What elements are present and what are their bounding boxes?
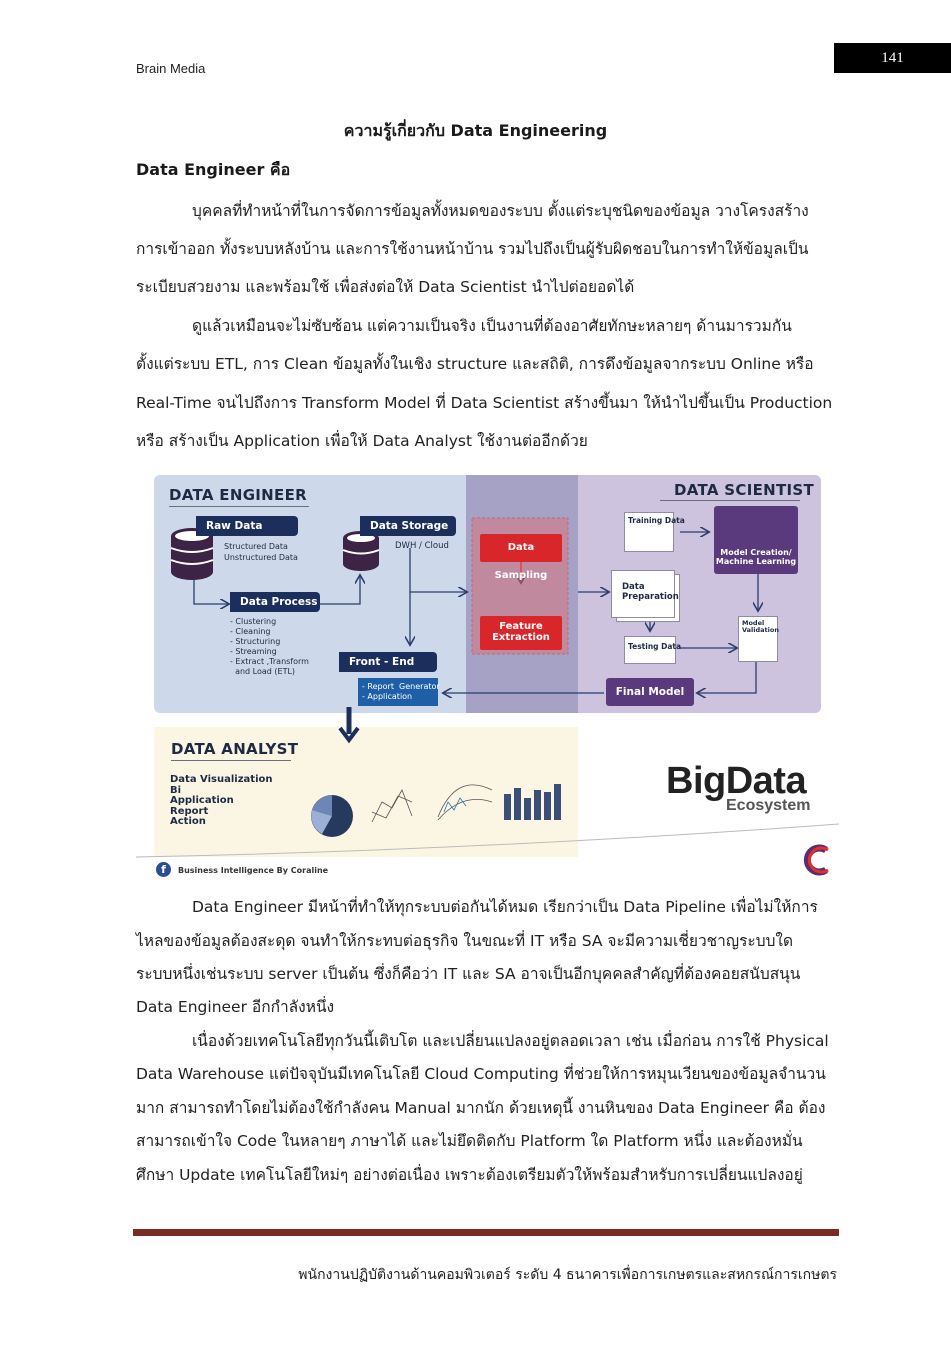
paragraph4-line: สามารถเข้าใจ Code ในหลายๆ ภาษาได้ และไม่ยึดติดกับ Platform ใด Platform หนึ่ง และต้องหมั่น — [136, 1132, 803, 1150]
paragraph1-line: การเข้าออก ทั้งระบบหลังบ้าน และการใช้งานหน้าบ้าน รวมไปถึงเป็นผู้รับผิดชอบในการทำให้ข้อมูลเป็น — [136, 240, 809, 258]
raw-data-type: Unstructured Data — [224, 553, 298, 562]
process-step: - Extract ,Transform — [230, 657, 309, 666]
storage-types: DWH / Cloud — [395, 541, 449, 551]
pie-chart-thumbnail — [311, 795, 353, 837]
analyst-items — [170, 775, 273, 828]
line-chart-thumbnail — [372, 790, 412, 822]
paragraph3-line: Data Engineer อีกกำลังหนึ่ง — [136, 998, 335, 1016]
bigdata-brand: BigData — [666, 760, 807, 802]
model-creation-box — [714, 506, 798, 574]
page-number: 141 — [834, 43, 951, 73]
bigdata-ecosystem-infographic — [136, 472, 839, 884]
data-preparation-line: Data — [622, 582, 645, 592]
paragraph2-line: ดูแล้วเหมือนจะไม่ซับซ้อน แต่ความเป็นจริง เป็นงานที่ต้องอาศัยทักษะหลายๆ ด้านมารวมกัน — [192, 317, 792, 335]
testing-data-label: Testing Data — [628, 642, 682, 651]
data-analyst-title: DATA ANALYST — [171, 740, 299, 758]
final-model-label: Final Model — [606, 678, 694, 706]
raw-data-type: Structured Data — [224, 542, 288, 551]
facebook-icon: f — [156, 862, 171, 877]
process-step: - Structuring — [230, 637, 281, 646]
process-step: - Clustering — [230, 617, 277, 626]
footer-text: พนักงานปฏิบัติงานด้านคอมพิวเตอร์ ระดับ 4 ธนาคารเพื่อการเกษตรและสหกรณ์การเกษตร — [298, 1267, 837, 1283]
ecosystem-brand: Ecosystem — [726, 797, 811, 814]
paragraph2-line: Real-Time จนไปถึงการ Transform Model ที่ Data Scientist สร้างขึ้นมา ให้นำไปขึ้นเป็น Production — [136, 394, 833, 412]
training-data-label: Training Data — [628, 516, 685, 525]
data-preparation-line: Preparation — [622, 592, 679, 602]
analyst-item: Data Visualization — [170, 774, 273, 785]
model-validation-line: Validation — [742, 626, 779, 634]
analyst-item: Action — [170, 816, 206, 827]
analyst-item: Report — [170, 805, 209, 817]
process-step: and Load (ETL) — [230, 667, 296, 676]
paragraph4-line: ศึกษา Update เทคโนโลยีใหม่ๆ อย่างต่อเนื่อง เพราะต้องเตรียมตัวให้พร้อมสำหรับการเปลี่ยนแปลงอยู่ — [136, 1166, 803, 1184]
paragraph3-line: Data Engineer มีหน้าที่ทำให้ทุกระบบต่อกันได้หมด เรียกว่าเป็น Data Pipeline เพื่อไม่ให้การ — [192, 898, 818, 916]
data-preparation-label — [622, 582, 679, 602]
infographic-credit: Business Intelligence By Coraline — [178, 866, 329, 875]
data-scientist-title: DATA SCIENTIST — [674, 481, 815, 499]
feature-extraction-line: Feature — [499, 621, 543, 632]
footer-divider — [133, 1229, 839, 1236]
model-validation-label — [742, 620, 779, 634]
analyst-item: Bi — [170, 784, 182, 796]
front-end-label: Front - End — [339, 652, 437, 672]
paragraph1-line: บุคคลที่ทำหน้าที่ในการจัดการข้อมูลทั้งหมดของระบบ ตั้งแต่ระบุชนิดของข้อมูล วางโครงสร้าง — [192, 202, 809, 220]
model-validation-line: Model — [742, 619, 765, 627]
data-process-label: Data Process — [230, 592, 320, 612]
analyst-item: Application — [170, 795, 234, 806]
paragraph4-line: Data Warehouse แต่ปัจจุบันมีเทคโนโลยี Cloud Computing ที่ช่วยให้การหมุนเวียนของข้อมูลจำนวน — [136, 1065, 826, 1083]
section-heading: Data Engineer คือ — [136, 160, 291, 179]
paragraph3-line: ไหลของข้อมูลต้องสะดุด จนทำให้กระทบต่อธุรกิจ ในขณะที่ IT หรือ SA จะมีความเชี่ยวชาญระบบใด — [136, 932, 794, 950]
process-step: - Streaming — [230, 647, 277, 656]
paragraph4-line: เนื่องด้วยเทคโนโลยีทุกวันนี้เติบโต และเปลี่ยนแปลงอยู่ตลอดเวลา เช่น เมื่อก่อน การใช้ Physical — [192, 1032, 829, 1050]
data-storage-label: Data Storage — [360, 516, 456, 536]
raw-data-label: Raw Data — [196, 516, 298, 536]
data-storage-database-icon — [343, 531, 379, 571]
model-creation-line: Model Creation/ — [720, 548, 792, 557]
front-end-box — [358, 678, 438, 706]
curve-chart-thumbnail — [438, 785, 492, 820]
bar-chart-thumbnail — [504, 784, 561, 820]
paragraph1-line: ระเบียบสวยงาม และพร้อมใช้ เพื่อส่งต่อให้ Data Scientist นำไปต่อยอดได้ — [136, 278, 635, 296]
data-sampling-label: Data Sampling — [480, 534, 562, 562]
feature-extraction-label — [480, 616, 562, 650]
paragraph4-line: มาก สามารถทำโดยไม่ต้องใช้กำลังคน Manual มากนัก ด้วยเหตุนี้ งานหินของ Data Engineer คือ ต้อง — [136, 1099, 826, 1117]
paragraph2-line: หรือ สร้างเป็น Application เพื่อให้ Data Analyst ใช้งานต่ออีกด้วย — [136, 432, 588, 450]
process-step: - Cleaning — [230, 627, 271, 636]
front-end-item: - Application — [362, 692, 413, 701]
paragraph2-line: ตั้งแต่ระบบ ETL, การ Clean ข้อมูลทั้งในเชิง structure และสถิติ, การดึงข้อมูลจากระบบ Online หรือ — [136, 355, 814, 373]
data-engineer-title: DATA ENGINEER — [169, 486, 307, 504]
document-title: ความรู้เกี่ยวกับ Data Engineering — [343, 121, 608, 140]
front-end-item: - Report Generator — [362, 682, 440, 691]
publisher-name: Brain Media — [136, 61, 206, 76]
model-creation-line: Machine Learning — [715, 557, 797, 566]
paragraph3-line: ระบบหนึ่งเช่นระบบ server เป็นต้น ซึ่งก็คือว่า IT และ SA อาจเป็นอีกบุคคลสำคัญที่ต้องคอยสนับสนุน — [136, 965, 801, 983]
feature-extraction-line: Extraction — [492, 632, 550, 643]
